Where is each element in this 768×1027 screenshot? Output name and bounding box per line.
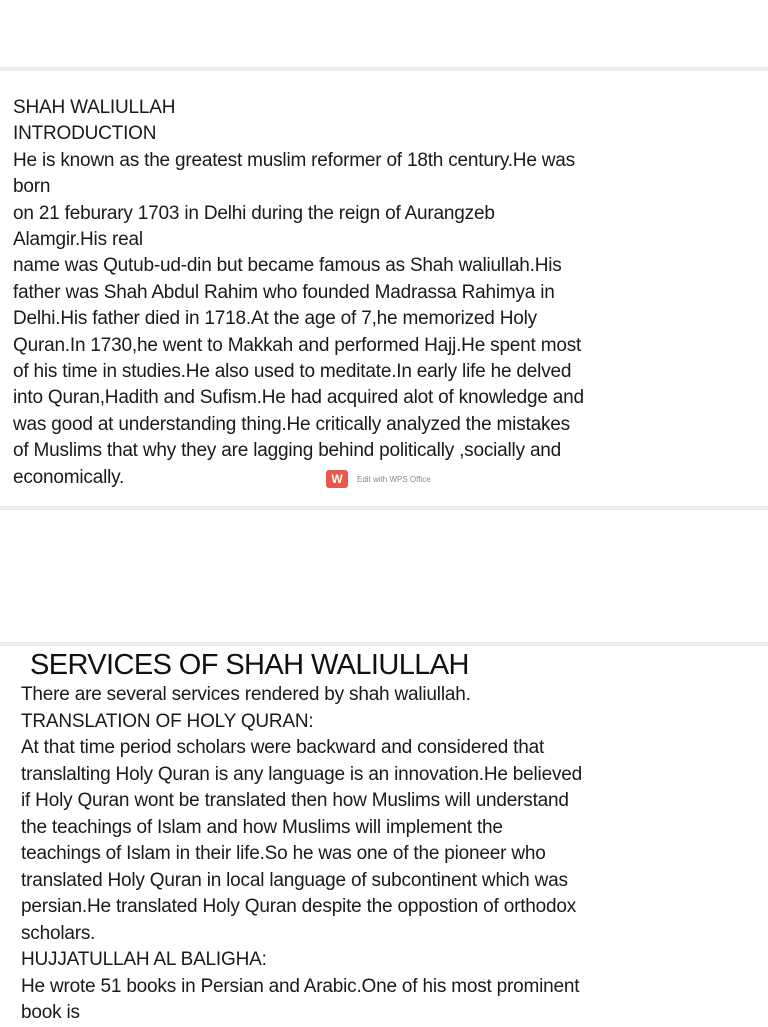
text-line: the teachings of Islam and how Muslims will implement the (21, 816, 503, 838)
page-break-divider (0, 642, 768, 646)
page-2-text (21, 682, 761, 1027)
text-line: if Holy Quran wont be translated then how Muslims will understand (21, 790, 569, 811)
text-line: Delhi.His father died in 1718.At the age of 7,he memorized Holy (13, 308, 537, 330)
page-2-title: SERVICES OF SHAH WALIULLAH (30, 649, 469, 681)
section-heading: HUJJATULLAH AL BALIGHA: (21, 949, 267, 970)
document-title: SHAH WALIULLAH (13, 97, 176, 118)
section-heading: INTRODUCTION (13, 123, 157, 145)
text-line: was good at understanding thing.He critically analyzed the mistakes (13, 413, 570, 435)
text-line: scholars. (21, 922, 96, 944)
text-line: on 21 feburary 1703 in Delhi during the reign of Aurangzeb (13, 202, 495, 224)
text-line: economically. (13, 466, 125, 488)
wps-watermark[interactable] (326, 470, 431, 488)
text-line: translated Holy Quran in local language of subcontinent which was (21, 869, 568, 891)
section-heading: TRANSLATION OF HOLY QURAN: (21, 710, 314, 732)
text-line: persian.He translated Holy Quran despite the oppostion of orthodox (21, 896, 577, 917)
text-line: He wrote 51 books in Persian and Arabic.One of his most prominent (21, 975, 580, 997)
text-line: Quran.In 1730,he went to Makkah and performed Hajj.He spent most (13, 334, 582, 356)
text-line: name was Qutub-ud-din but became famous as Shah waliullah.His (13, 255, 562, 277)
text-line: of Muslims that why they are lagging behind politically ,socially and (13, 440, 562, 462)
text-line: Alamgir.His real (13, 229, 143, 251)
text-line: of his time in studies.He also used to meditate.In early life he delved (13, 361, 572, 383)
text-line: teachings of Islam in their life.So he was one of the pioneer who (21, 843, 546, 864)
page-top-divider (0, 67, 768, 71)
text-line: translalting Holy Quran is any language is an innovation.He believed (21, 763, 582, 785)
wps-logo-icon: W (326, 470, 348, 488)
text-line: book is (21, 1002, 80, 1023)
text-line: born (13, 176, 51, 198)
page-1-text (13, 95, 758, 491)
page-break-divider (0, 506, 768, 510)
text-line: into Quran,Hadith and Sufism.He had acquired alot of knowledge and (13, 387, 584, 409)
text-line: At that time period scholars were backward and considered that (21, 737, 545, 758)
text-line: He is known as the greatest muslim reformer of 18th century.He was (13, 149, 575, 171)
text-line: father was Shah Abdul Rahim who founded Madrassa Rahimya in (13, 281, 555, 303)
text-line: There are several services rendered by shah waliullah. (21, 684, 471, 705)
wps-watermark-text: Edit with WPS Office (357, 474, 431, 484)
